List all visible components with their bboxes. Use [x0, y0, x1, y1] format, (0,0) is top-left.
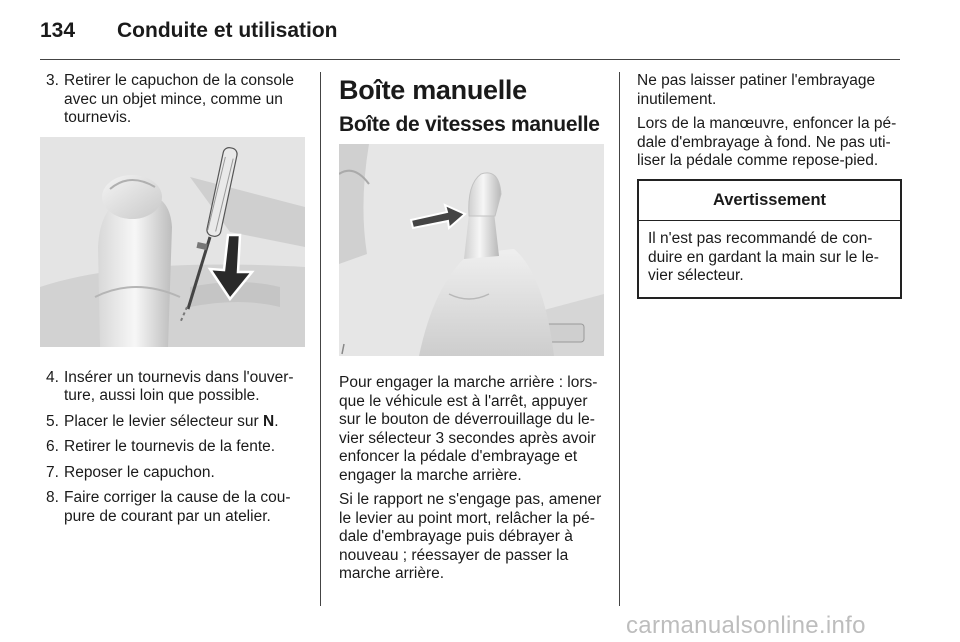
paragraph: Lors de la manœuvre, enfoncer la pé-dale d'embrayage à fond. Ne pas uti-liser la pédale comme repose-pied.	[637, 115, 897, 169]
paragraph: Ne pas laisser patiner l'embrayage inutilement.	[637, 72, 876, 108]
list-item	[40, 413, 305, 432]
screwdriver-console-image	[40, 137, 305, 347]
page-number: 134	[40, 19, 76, 42]
warning-text: Il n'est pas recommandé de con-duire en gardant la main sur le le-vier sélecteur.	[648, 230, 879, 284]
step-number: 6.	[46, 438, 59, 455]
step-text-end: .	[274, 412, 279, 430]
gear-position-n: N	[263, 412, 275, 430]
step-text: Retirer le capuchon de la console avec un objet mince, comme un tournevis.	[64, 72, 295, 126]
steps-list-after	[40, 369, 305, 527]
paragraph: Si le rapport ne s'engage pas, amener le levier au point mort, relâcher la pé-dale d'embrayage puis débrayer à nouveau ; réessayer de passer la marche arrière.	[339, 491, 602, 582]
watermark: carmanualsonline.info	[626, 612, 866, 639]
illustration-screwdriver-console	[40, 137, 305, 347]
section-title: Boîte manuelle	[339, 75, 527, 105]
step-text: Insérer un tournevis dans l'ouver-ture, aussi loin que possible.	[64, 368, 294, 404]
illustration-gear-lever	[339, 144, 604, 356]
column-middle	[339, 72, 604, 590]
step-number: 7.	[46, 463, 59, 481]
step-text: Retirer le tournevis de la fente.	[64, 438, 276, 455]
step-text: Reposer le capuchon.	[64, 463, 215, 481]
step-number: 3.	[46, 72, 59, 89]
step-number: 8.	[46, 489, 59, 506]
paragraph: Pour engager la marche arrière : lors-que le véhicule est à l'arrêt, appuyer sur le bouton de déverrouillage du le-vier sélecteur 3 secondes après avoir enfoncer la pédale d'embrayage et engager la marche arrière.	[339, 374, 598, 484]
list-item	[40, 72, 305, 128]
list-item	[40, 369, 305, 406]
page-header	[40, 14, 900, 48]
list-item	[40, 489, 305, 526]
step-number: 4.	[46, 368, 59, 386]
warning-box	[637, 179, 902, 299]
list-item	[40, 464, 305, 483]
column-divider-left	[320, 72, 321, 606]
column-left	[40, 72, 305, 533]
header-divider	[40, 59, 900, 60]
gear-lever-image	[339, 144, 604, 356]
page-title: Conduite et utilisation	[117, 19, 338, 42]
column-divider-right	[619, 72, 620, 606]
subsection-title: Boîte de vitesses manuelle	[339, 113, 600, 136]
list-item	[40, 438, 305, 457]
column-right	[637, 72, 902, 299]
step-text: Placer le levier sélecteur sur	[64, 412, 263, 430]
step-text: Faire corriger la cause de la cou-pure de courant par un atelier.	[64, 489, 291, 525]
step-number: 5.	[46, 412, 59, 430]
warning-title: Avertissement	[639, 181, 900, 222]
steps-list-before	[40, 72, 305, 128]
